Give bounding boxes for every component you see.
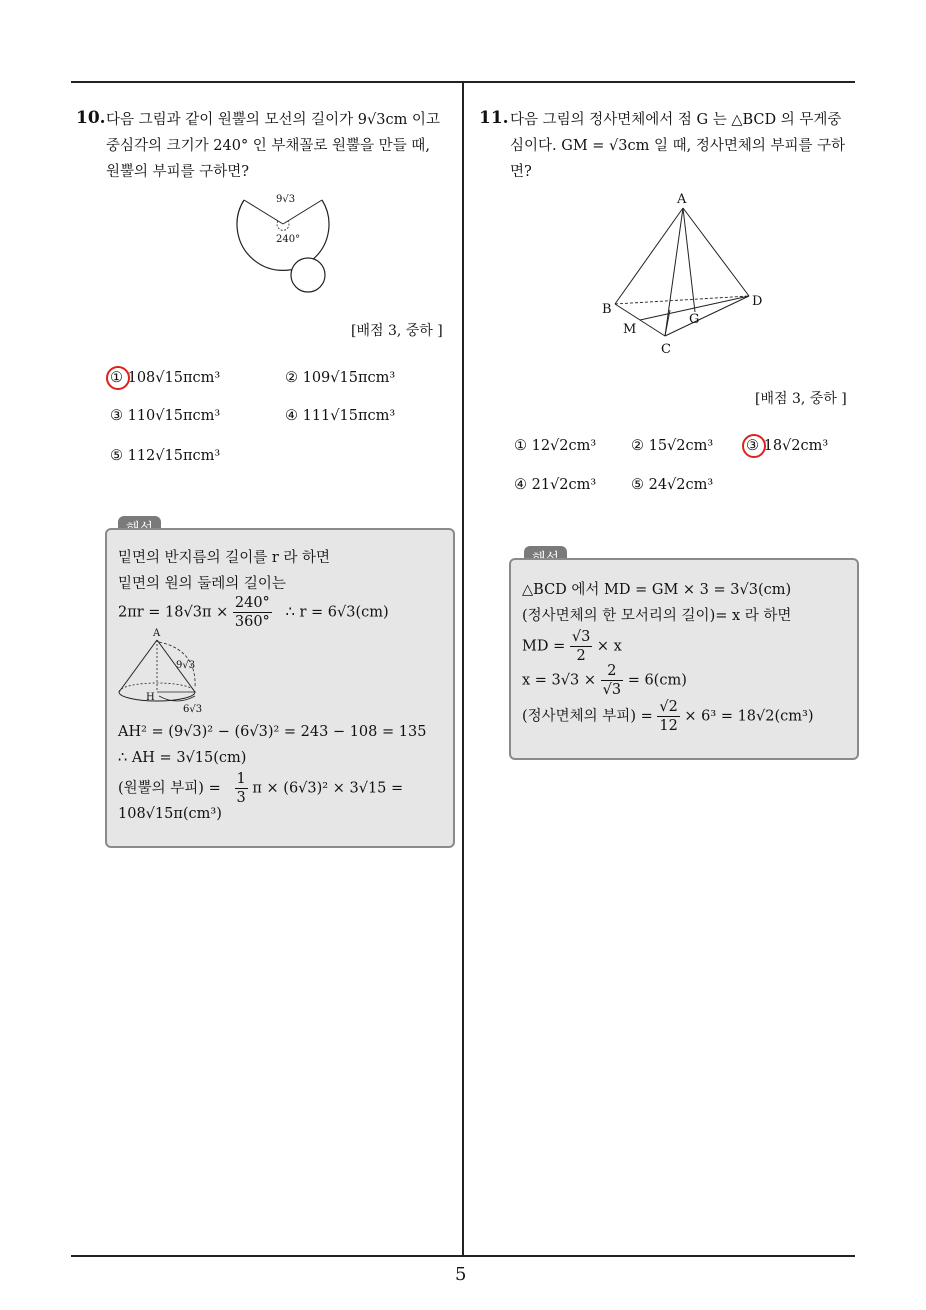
question-number-10: 10. <box>76 108 106 128</box>
q10-sol-line2: 밑면의 원의 둘레의 길이는 <box>118 576 286 592</box>
q11-text-line2: 심이다. GM = √3cm 일 때, 정사면체의 부피를 구하 <box>510 138 846 154</box>
q10-text-line2: 중심각의 크기가 240° 인 부채꼴로 원뿔을 만들 때, <box>106 138 430 154</box>
q11-label-A: A <box>677 192 687 207</box>
q10-sol-line1: 밑면의 반지름의 길이를 r 라 하면 <box>118 550 331 566</box>
q10-sol-line5: ∴ AH = 3√15(cm) <box>118 750 247 766</box>
q10-sol-fraction: $\frac{240^\circ}{360^\circ}$ <box>234 595 270 630</box>
q11-sol-line3-lhs: MD = <box>522 638 566 655</box>
q11-choice-1[interactable]: ① 12√2cm³ <box>514 438 597 454</box>
q11-sol-fraction-3: $\frac{√2}{12}$ <box>659 699 678 734</box>
q11-sol-line4 <box>522 662 687 699</box>
q10-fig-angle-label: 240° <box>276 234 301 245</box>
q10-choice-4[interactable]: ④ 111√15πcm³ <box>285 408 396 424</box>
q10-choice-3[interactable]: ③ 110√15πcm³ <box>110 408 221 424</box>
q10-cone-label-slant: 9√3 <box>176 660 196 671</box>
q11-choice-5[interactable]: ⑤ 24√2cm³ <box>631 477 714 493</box>
q11-text-line1: 다음 그림의 정사면체에서 점 G 는 △BCD 의 무게중 <box>510 112 842 128</box>
q11-sol-line5 <box>522 698 814 735</box>
q11-sol-line5-lhs: (정사면체의 부피) = <box>522 708 653 725</box>
q11-sol-fraction-2: $\frac{2}{√3}$ <box>602 663 622 698</box>
q10-sol-line3 <box>118 594 389 631</box>
q10-answer-mark <box>106 366 130 390</box>
q11-sol-fraction-1: $\frac{√3}{2}$ <box>571 629 591 664</box>
q11-sol-line1: △BCD 에서 MD = GM × 3 = 3√3(cm) <box>522 582 792 598</box>
q11-label-M: M <box>623 322 637 337</box>
q11-sol-line4-lhs: x = 3√3 × <box>522 672 596 689</box>
q10-choice-2[interactable]: ② 109√15πcm³ <box>285 370 396 386</box>
q11-text-line3: 면? <box>510 164 532 180</box>
q11-score: [배점 3, 중하 ] <box>755 391 847 407</box>
q10-sol-line6-rhs: π × (6√3)² × 3√15 = <box>252 780 404 797</box>
q10-sol-line4: AH² = (9√3)² − (6√3)² = 243 − 108 = 135 <box>118 724 427 740</box>
q10-cone-label-H: H <box>146 692 155 703</box>
q11-tetrahedron-figure <box>595 192 775 362</box>
q10-sol-fraction-2: $\frac{1}{3}$ <box>236 771 246 806</box>
q10-cone-label-A: A <box>153 628 161 639</box>
q10-cone-label-r: 6√3 <box>183 704 203 715</box>
q10-sol-line3-lhs: 2πr = 18√3π × <box>118 604 229 621</box>
q11-choice-3[interactable]: ③ 18√2cm³ <box>746 438 829 454</box>
q11-label-B: B <box>602 302 612 317</box>
q10-fig-length-label: 9√3 <box>276 194 296 205</box>
q10-score: [배점 3, 중하 ] <box>351 323 443 339</box>
q11-answer-mark <box>742 434 766 458</box>
q11-choice-4[interactable]: ④ 21√2cm³ <box>514 477 597 493</box>
question-number-11: 11. <box>479 108 509 128</box>
q11-label-D: D <box>752 294 763 309</box>
q11-choice-2[interactable]: ② 15√2cm³ <box>631 438 714 454</box>
q10-choice-5[interactable]: ⑤ 112√15πcm³ <box>110 448 221 464</box>
q11-sol-line4-rhs: = 6(cm) <box>627 672 687 689</box>
q11-sol-line5-rhs: × 6³ = 18√2(cm³) <box>684 708 814 725</box>
q11-sol-line3 <box>522 628 622 665</box>
q10-choice-1[interactable]: ① 108√15πcm³ <box>110 370 221 386</box>
q10-sol-line3-result: ∴ r = 6√3(cm) <box>285 604 389 621</box>
q10-sol-line6-lhs: (원뿔의 부피) = <box>118 780 221 797</box>
bottom-rule <box>71 1255 855 1257</box>
q10-text-line1: 다음 그림과 같이 원뿔의 모선의 길이가 9√3cm 이고 <box>106 112 440 128</box>
q11-sol-line2: (정사면체의 한 모서리의 길이)= x 라 하면 <box>522 608 792 624</box>
q11-label-C: C <box>661 342 671 357</box>
page-number: 5 <box>455 1264 467 1285</box>
q10-sol-line7: 108√15π(cm³) <box>118 806 222 822</box>
q11-label-G: G <box>689 312 700 327</box>
q10-text-line3: 원뿔의 부피를 구하면? <box>106 164 250 180</box>
q11-sol-line3-rhs: × x <box>596 638 622 655</box>
column-divider <box>462 81 464 1256</box>
